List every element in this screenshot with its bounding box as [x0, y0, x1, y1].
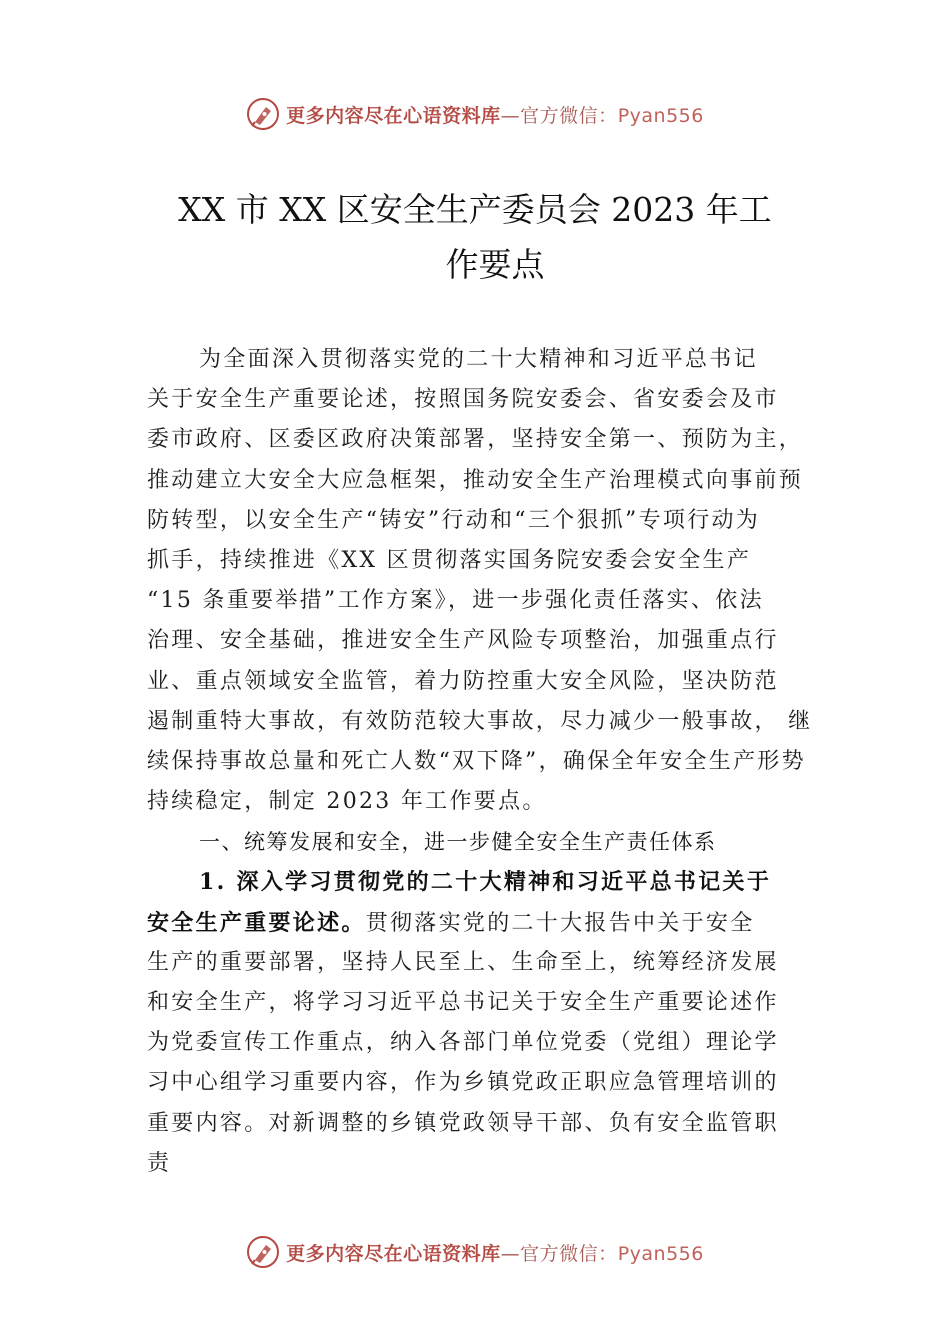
item-1-line: 为党委宣传工作重点，纳入各部门单位党委（党组）理论学	[147, 1030, 779, 1056]
watermark-wechat-id: Pyan556	[617, 1242, 704, 1265]
intro-line: 业、重点领域安全监管，着力防控重大安全风险，坚决防范	[147, 668, 779, 694]
watermark-separator: —	[500, 104, 521, 127]
intro-line: 防转型，以安全生产“铸安”行动和“三个狠抓”专项行动为	[147, 507, 761, 533]
watermark-separator: —	[500, 1242, 521, 1265]
item-1-line: 重要内容。对新调整的乡镇党政领导干部、负有安全监管职	[147, 1110, 779, 1136]
item-1-text: 贯彻落实党的二十大报告中关于安全	[365, 910, 755, 936]
intro-line: 推动建立大安全大应急框架，推动安全生产治理模式向事前预	[147, 467, 804, 493]
intro-line: 治理、安全基础，推进安全生产风险专项整治，加强重点行	[147, 628, 779, 654]
document-body	[147, 340, 812, 1184]
intro-line: 遏制重特大事故，有效防范较大事故，尽力减少一般事故， 继	[147, 708, 813, 734]
watermark-main: 更多内容尽在心语资料库	[286, 1242, 501, 1265]
watermark-footer	[0, 1232, 950, 1272]
intro-line: “15 条重要举措”工作方案》，进一步强化责任落实、依法	[147, 588, 764, 614]
watermark-wechat-id: Pyan556	[617, 104, 704, 127]
watermark-header	[0, 94, 950, 134]
pen-nib-logo-icon	[246, 97, 280, 131]
item-1-line: 生产的重要部署，坚持人民至上、生命至上，统筹经济发展	[147, 949, 779, 975]
watermark-text	[286, 101, 704, 128]
watermark-sub: 官方微信：	[520, 1242, 618, 1265]
watermark-text	[286, 1239, 704, 1266]
intro-line: 抓手，持续推进《XX 区贯彻落实国务院安委会安全生产	[147, 547, 752, 573]
document-title-line-2: 作要点	[445, 245, 545, 284]
intro-line: 委市政府、区委区政府决策部署，坚持安全第一、预防为主，	[147, 427, 804, 453]
item-1-title-end: 安全生产重要论述。	[147, 909, 366, 936]
pen-nib-logo-icon	[246, 1235, 280, 1269]
intro-line: 持续稳定，制定 2023 年工作要点。	[147, 789, 547, 815]
intro-line: 续保持事故总量和死亡人数“双下降”，确保全年安全生产形势	[147, 748, 806, 774]
watermark-sub: 官方微信：	[520, 104, 618, 127]
item-1-line	[147, 903, 812, 943]
item-1-title: 1. 深入学习贯彻党的二十大精神和习近平总书记关于	[199, 869, 772, 896]
intro-line: 关于安全生产重要论述，按照国务院安委会、省安委会及市	[147, 387, 779, 413]
item-1-line: 习中心组学习重要内容，作为乡镇党政正职应急管理培训的	[147, 1070, 779, 1096]
item-1-line: 和安全生产，将学习习近平总书记关于安全生产重要论述作	[147, 990, 779, 1015]
watermark-main: 更多内容尽在心语资料库	[286, 104, 501, 127]
item-1-line: 责	[147, 1150, 172, 1176]
document-title-line-1: XX 市 XX 区安全生产委员会 2023 年工	[178, 190, 772, 229]
intro-line: 为全面深入贯彻落实党的二十大精神和习近平总书记	[199, 347, 758, 372]
section-1-heading: 一、统筹发展和安全，进一步健全安全生产责任体系	[199, 830, 717, 855]
